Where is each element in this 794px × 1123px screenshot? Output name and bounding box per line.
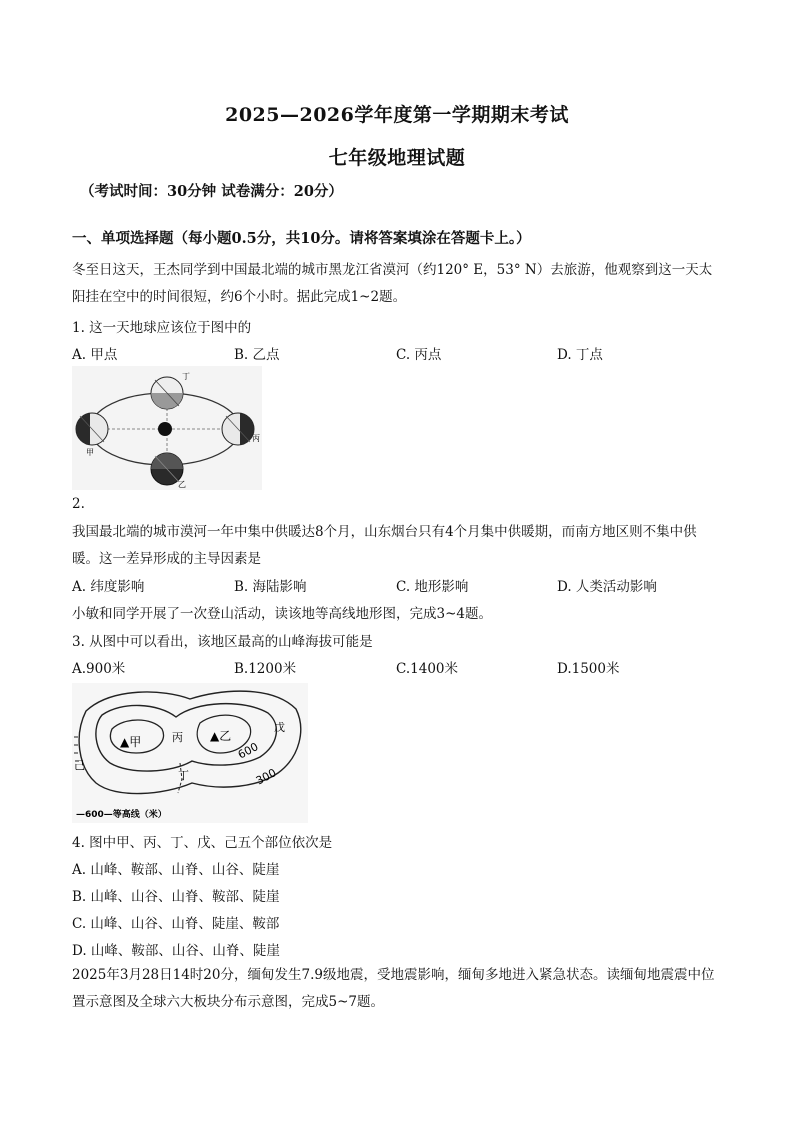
section-heading: 一、单项选择题（每小题0.5分，共10分。请将答案填涂在答题卡上。） [72, 230, 531, 247]
q3-option-a: A.900米 [72, 661, 126, 677]
label-ji: 己 [74, 759, 85, 772]
label-yi: 乙 [178, 480, 186, 489]
q2-option-d: D. 人类活动影响 [557, 579, 657, 595]
earth-ding [151, 377, 183, 409]
label-wu: 戊 [274, 721, 285, 734]
q2-option-c: C. 地形影响 [396, 579, 469, 595]
q3-option-b: B.1200米 [234, 661, 297, 677]
label-ding: 丁 [178, 769, 189, 782]
q4-option-a: A. 山峰、鞍部、山脊、山谷、陡崖 [72, 862, 280, 878]
q1-option-a: A. 甲点 [72, 347, 118, 363]
exam-title: 2025—2026学年度第一学期期末考试 [225, 104, 569, 126]
q2-option-b: B. 海陆影响 [234, 579, 307, 595]
q2-option-a: A. 纬度影响 [72, 579, 145, 595]
label-peak-jia: ▲甲 [120, 735, 142, 749]
question-4-stem: 4. 图中甲、丙、丁、戊、己五个部位依次是 [72, 835, 333, 851]
label-ding: 丁 [182, 372, 190, 381]
question-2-number: 2. [72, 496, 85, 512]
earth-orbit-figure [72, 366, 262, 490]
contour-legend: —600—等高线（米） [76, 810, 167, 820]
question-1-stem: 1. 这一天地球应该位于图中的 [72, 320, 252, 336]
q1-option-c: C. 丙点 [396, 347, 442, 363]
q4-option-d: D. 山峰、鞍部、山谷、山脊、陡崖 [72, 943, 280, 959]
q3-option-d: D.1500米 [557, 661, 620, 677]
passage-2: 小敏和同学开展了一次登山活动，读该地等高线地形图，完成3~4题。 [72, 606, 492, 622]
exam-info: （考试时间：30分钟 试卷满分：20分） [80, 183, 343, 200]
label-600: 600 [235, 740, 261, 762]
question-3-stem: 3. 从图中可以看出，该地区最高的山峰海拔可能是 [72, 634, 373, 650]
exam-subtitle: 七年级地理试题 [328, 147, 466, 169]
question-2-stem: 我国最北端的城市漠河一年中集中供暖达8个月，山东烟台只有4个月集中供暖期，而南方地区则不集中供暖。这一差异形成的主导因素是 [72, 524, 697, 567]
label-bing: 丙 [172, 731, 183, 744]
sun [158, 422, 172, 436]
label-300: 300 [253, 766, 279, 788]
passage-1: 冬至日这天，王杰同学到中国最北端的城市黑龙江省漠河（约120° E，53° N）去旅游，他观察到这一天太阳挂在空中的时间很短，约6个小时。据此完成1~2题。 [72, 262, 713, 305]
label-bing: 丙 [252, 434, 260, 443]
label-jia: 甲 [86, 448, 94, 457]
figure-background [72, 683, 308, 823]
contour-map-figure [72, 683, 308, 823]
q3-option-c: C.1400米 [396, 661, 458, 677]
label-peak-yi: ▲乙 [210, 729, 232, 743]
q4-option-c: C. 山峰、山谷、山脊、陡崖、鞍部 [72, 916, 280, 932]
q1-option-d: D. 丁点 [557, 347, 603, 363]
q4-option-b: B. 山峰、山谷、山脊、鞍部、陡崖 [72, 889, 280, 905]
q1-option-b: B. 乙点 [234, 347, 280, 363]
passage-3: 2025年3月28日14时20分，缅甸发生7.9级地震，受地震影响，缅甸多地进入紧急状态。读缅甸地震震中位置示意图及全球六大板块分布示意图，完成5~7题。 [72, 967, 715, 1010]
